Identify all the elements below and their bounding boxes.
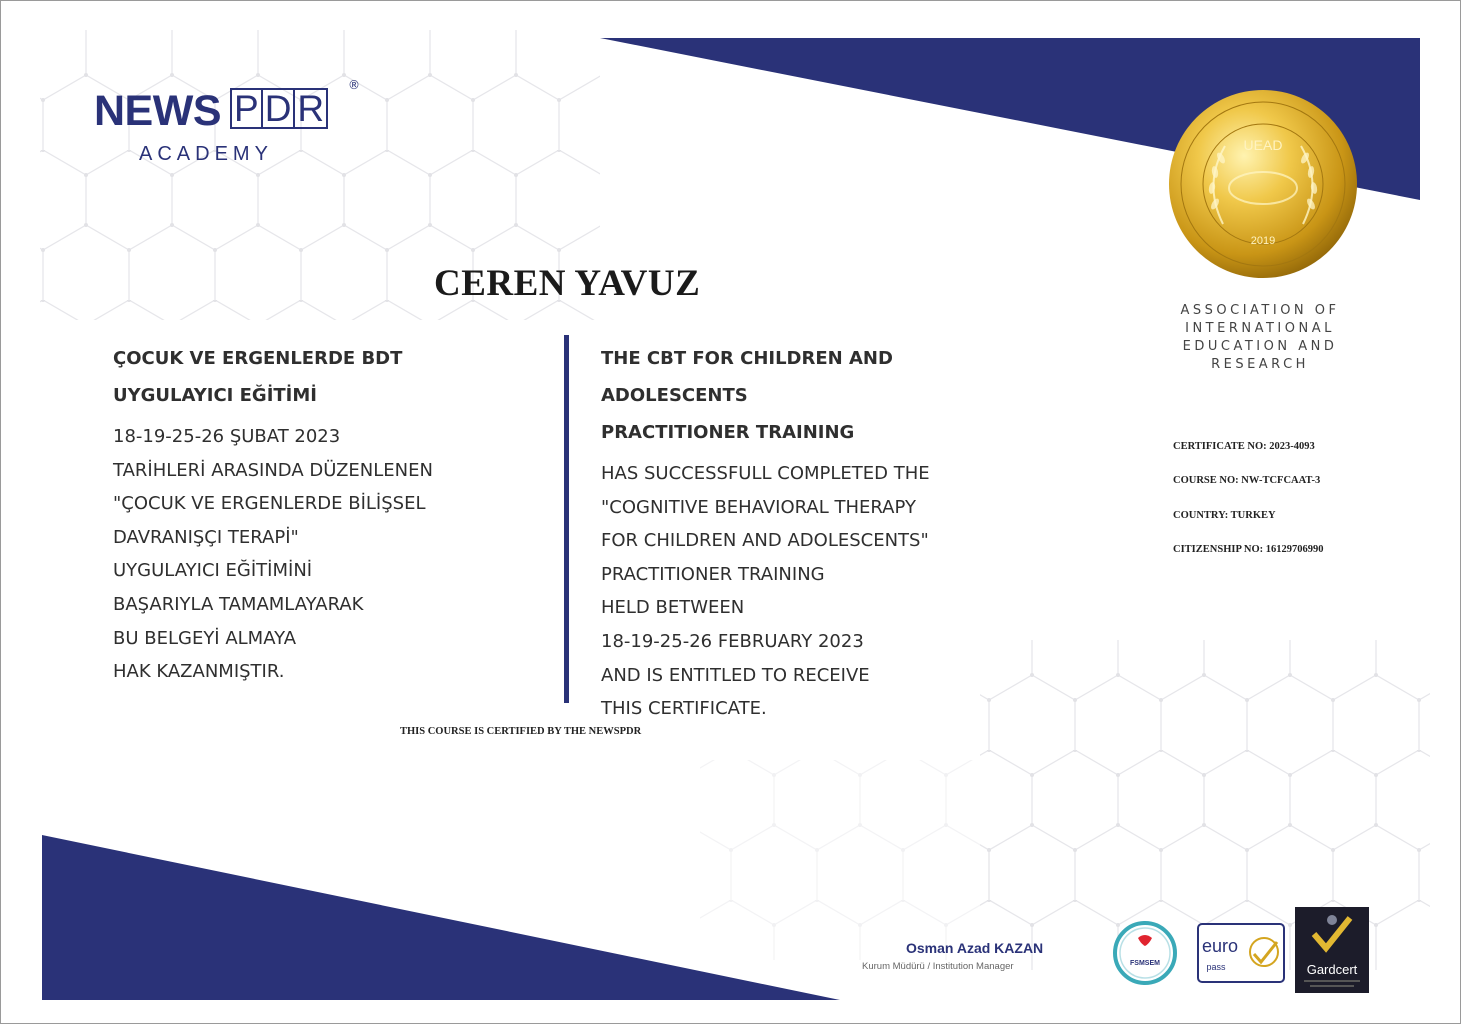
- logo-letter-r: R: [293, 88, 328, 129]
- logo-academy-text: ACADEMY: [139, 143, 273, 165]
- english-heading-line: PRACTITIONER TRAINING: [601, 422, 855, 443]
- english-body-line: 18-19-25-26 FEBRUARY 2023: [601, 630, 864, 652]
- association-line: EDUCATION AND: [1182, 339, 1338, 354]
- turkish-body-line: 18-19-25-26 ŞUBAT 2023: [113, 426, 341, 447]
- turkish-body-line: BU BELGEYİ ALMAYA: [113, 627, 297, 649]
- turkish-body-line: HAK KAZANMIŞTIR.: [113, 661, 285, 683]
- europass-bottom-text: pass: [1206, 962, 1226, 972]
- gardcert-text: Gardcert: [1306, 962, 1358, 977]
- registered-mark: ®: [348, 78, 360, 92]
- association-line: INTERNATIONAL: [1185, 321, 1335, 336]
- logo-letter-d: D: [261, 88, 296, 129]
- signatory-name: Osman Azad KAZAN: [906, 940, 1044, 956]
- english-heading-line: THE CBT FOR CHILDREN AND: [601, 348, 893, 369]
- seal-top-text: UEAD: [1243, 137, 1283, 153]
- gardcert-badge-icon: [1294, 906, 1370, 994]
- europass-badge-icon: [1196, 922, 1286, 986]
- english-heading-line: ADOLESCENTS: [601, 385, 748, 406]
- fsmsem-badge-icon: [1108, 918, 1188, 988]
- turkish-body-line: DAVRANIŞÇI TERAPİ": [113, 526, 299, 548]
- association-line: ASSOCIATION OF: [1180, 303, 1340, 318]
- turkish-text-column: [113, 340, 433, 689]
- association-line: RESEARCH: [1211, 357, 1309, 372]
- association-label: [1160, 302, 1360, 374]
- turkish-heading-line: ÇOCUK VE ERGENLERDE BDT: [113, 348, 403, 369]
- english-body-line: "COGNITIVE BEHAVIORAL THERAPY: [601, 496, 916, 518]
- signatory-role: Kurum Müdürü / Institution Manager: [862, 961, 1014, 972]
- english-body-line: HELD BETWEEN: [601, 597, 745, 619]
- english-body-line: THIS CERTIFICATE.: [601, 698, 767, 720]
- turkish-body-line: BAŞARIYLA TAMAMLAYARAK: [113, 593, 364, 615]
- english-body-line: AND IS ENTITLED TO RECEIVE: [601, 664, 870, 686]
- logo-letter-p: P: [230, 88, 263, 129]
- english-body-line: FOR CHILDREN AND ADOLESCENTS": [601, 530, 929, 552]
- citizenship-number: CITIZENSHIP NO: 16129706990: [1173, 544, 1324, 555]
- newspdr-academy-logo: [94, 80, 374, 170]
- turkish-body-line: TARİHLERİ ARASINDA DÜZENLENEN: [113, 459, 433, 481]
- recipient-name: CEREN YAVUZ: [434, 263, 701, 304]
- logo-pdr-boxes: [230, 88, 326, 129]
- fsmsem-text: FSMSEM: [1130, 960, 1160, 967]
- course-number: COURSE NO: NW-TCFCAAT-3: [1173, 475, 1321, 486]
- seal-year-text: 2019: [1250, 235, 1276, 247]
- turkish-heading-line: UYGULAYICI EĞİTİMİ: [113, 385, 317, 406]
- english-text-column: [601, 340, 930, 726]
- english-body-line: PRACTITIONER TRAINING: [601, 563, 825, 585]
- logo-news-text: NEWS: [94, 87, 221, 135]
- column-divider: [564, 335, 569, 703]
- turkish-body-line: UYGULAYICI EĞİTİMİNİ: [113, 560, 313, 582]
- certificate-number: CERTIFICATE NO: 2023-4093: [1173, 441, 1315, 452]
- english-body-line: HAS SUCCESSFULL COMPLETED THE: [601, 463, 930, 484]
- country-field: COUNTRY: TURKEY: [1173, 510, 1276, 521]
- europass-top-text: euro: [1201, 936, 1239, 956]
- gold-seal-icon: [1163, 84, 1363, 284]
- certified-by-note: THIS COURSE IS CERTIFIED BY THE NEWSPDR: [400, 726, 642, 737]
- turkish-body-line: "ÇOCUK VE ERGENLERDE BİLİŞSEL: [113, 493, 426, 515]
